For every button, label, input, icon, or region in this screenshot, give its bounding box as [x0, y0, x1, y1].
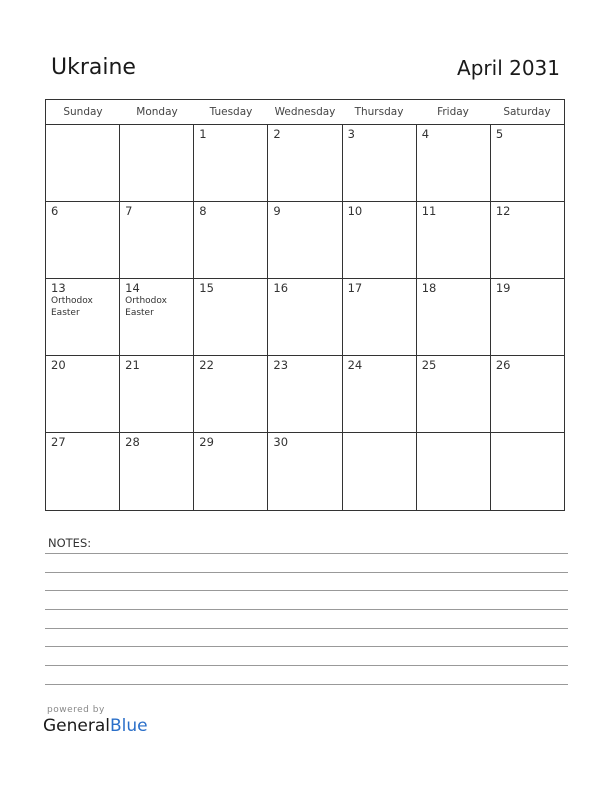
day-number: 15	[199, 281, 214, 295]
week-row	[46, 279, 564, 356]
note-line	[45, 553, 568, 554]
day-number: 30	[273, 435, 289, 449]
day-cell	[46, 279, 120, 355]
weekday-monday: Monday	[136, 106, 178, 118]
day-number: 18	[421, 281, 437, 295]
brand-blue: Blue	[110, 716, 148, 736]
day-cell	[268, 356, 342, 432]
day-cell	[120, 433, 194, 510]
day-cell	[343, 202, 417, 278]
weekday-friday: Friday	[437, 106, 469, 118]
day-cell	[343, 279, 417, 355]
day-cell	[46, 125, 120, 201]
weeks-container	[46, 125, 564, 510]
day-cell	[343, 356, 417, 432]
day-cell	[491, 433, 564, 510]
day-number: 10	[347, 204, 363, 218]
day-number: 13	[51, 281, 66, 295]
day-cell	[194, 433, 268, 510]
weekday-header-row	[46, 100, 564, 125]
day-cell	[343, 433, 417, 510]
day-cell	[491, 125, 564, 201]
day-number: 2	[273, 127, 281, 141]
note-line	[45, 684, 568, 685]
note-line	[45, 590, 568, 591]
brand-general: General	[43, 716, 110, 736]
day-number: 24	[347, 358, 363, 372]
week-row	[46, 125, 564, 202]
day-number: 12	[495, 204, 511, 218]
day-cell	[194, 125, 268, 201]
note-line	[45, 572, 568, 573]
day-cell	[417, 202, 491, 278]
weekday-wednesday: Wednesday	[274, 106, 336, 118]
day-number: 29	[199, 435, 214, 449]
day-number: 26	[495, 358, 511, 372]
day-cell	[417, 356, 491, 432]
day-number: 17	[347, 281, 363, 295]
day-cell	[46, 202, 120, 278]
day-number: 25	[421, 358, 437, 372]
day-cell	[268, 125, 342, 201]
weekday-tuesday: Tuesday	[209, 106, 253, 118]
day-cell	[343, 125, 417, 201]
day-number: 16	[273, 281, 289, 295]
day-number: 20	[51, 358, 66, 372]
day-cell	[120, 202, 194, 278]
note-line	[45, 609, 568, 610]
day-number: 23	[273, 358, 289, 372]
calendar-grid	[45, 99, 565, 511]
day-cell	[268, 433, 342, 510]
holiday-label: Orthodox Easter	[125, 296, 167, 318]
day-number: 14	[125, 281, 140, 295]
day-number: 8	[199, 204, 207, 218]
day-number: 3	[347, 127, 355, 141]
week-row	[46, 356, 564, 433]
day-number: 1	[199, 127, 207, 141]
day-number: 7	[125, 204, 133, 218]
note-line	[45, 665, 568, 666]
day-number: 11	[421, 204, 437, 218]
month-title: April 2031	[457, 56, 560, 80]
day-cell	[268, 279, 342, 355]
day-cell	[194, 356, 268, 432]
day-cell	[417, 433, 491, 510]
day-number: 6	[51, 204, 59, 218]
day-cell	[491, 202, 564, 278]
day-cell	[491, 356, 564, 432]
day-number: 28	[125, 435, 140, 449]
weekday-sunday: Sunday	[63, 106, 103, 118]
brand-logo	[43, 716, 148, 736]
weekday-thursday: Thursday	[354, 106, 404, 118]
day-number: 27	[51, 435, 66, 449]
notes-label: NOTES:	[48, 536, 92, 550]
day-number: 19	[495, 281, 511, 295]
powered-by-text: powered by	[47, 705, 105, 715]
week-row	[46, 433, 564, 510]
day-number: 22	[199, 358, 214, 372]
note-line	[45, 628, 568, 629]
country-title: Ukraine	[51, 55, 136, 80]
day-cell	[194, 279, 268, 355]
day-cell	[46, 433, 120, 510]
day-cell	[46, 356, 120, 432]
day-number: 9	[273, 204, 281, 218]
day-cell	[120, 125, 194, 201]
day-cell	[120, 356, 194, 432]
day-number: 5	[495, 127, 504, 141]
note-line	[45, 646, 568, 647]
day-number: 21	[125, 358, 140, 372]
day-cell	[268, 202, 342, 278]
day-number: 4	[421, 127, 430, 141]
day-cell	[120, 279, 194, 355]
day-cell	[417, 279, 491, 355]
day-cell	[417, 125, 491, 201]
week-row	[46, 202, 564, 279]
day-cell	[491, 279, 564, 355]
holiday-label: Orthodox Easter	[51, 296, 93, 318]
weekday-saturday: Saturday	[503, 106, 551, 118]
day-cell	[194, 202, 268, 278]
